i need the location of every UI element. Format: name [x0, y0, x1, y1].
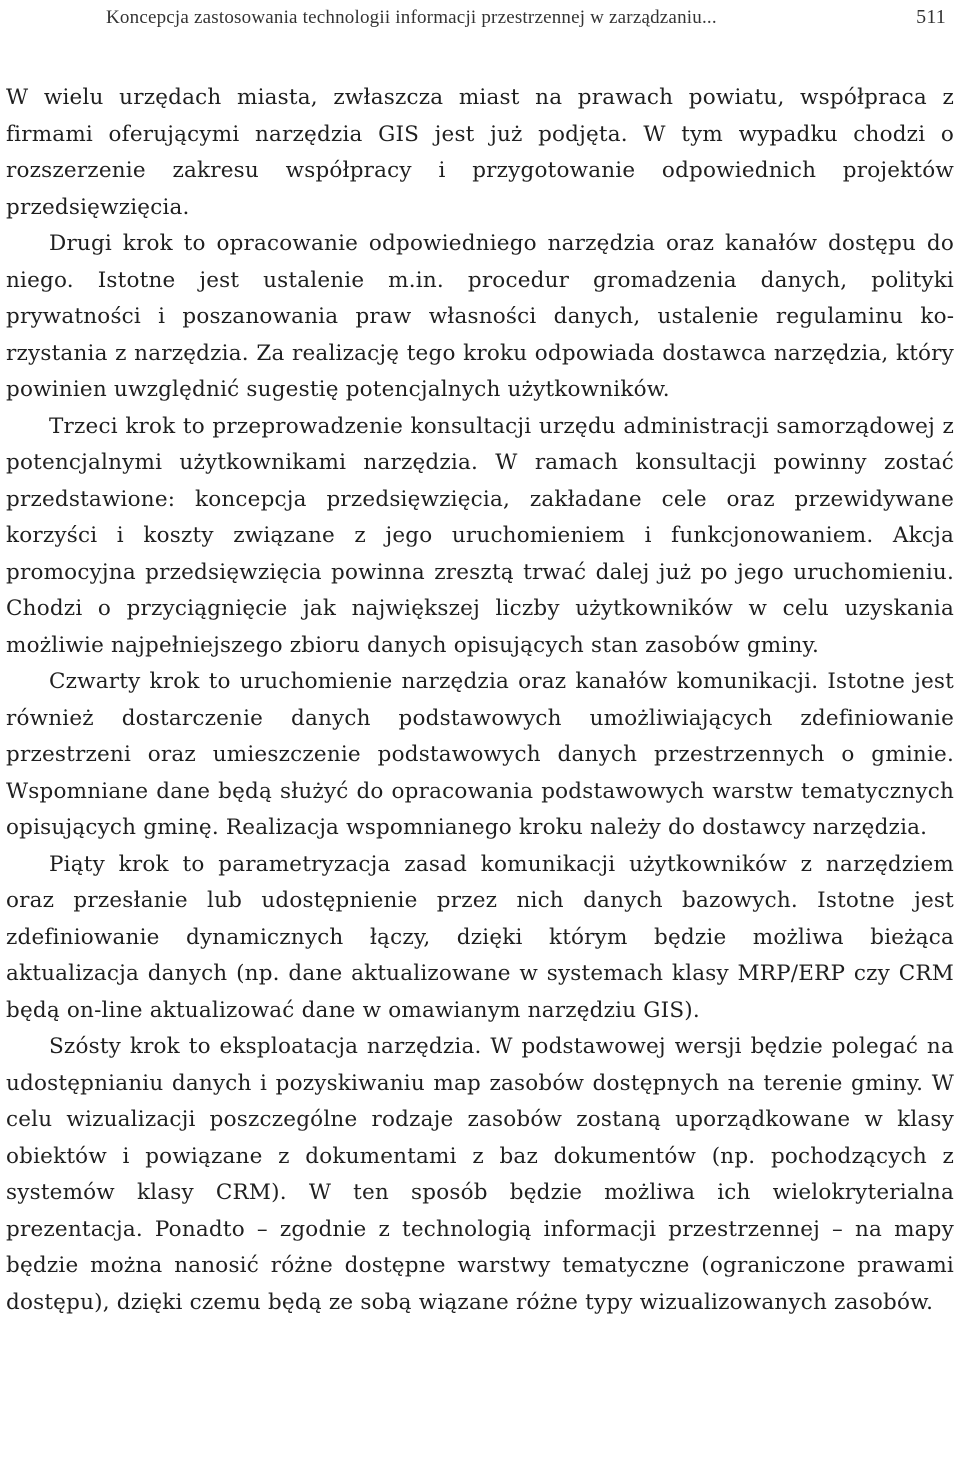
running-header [6, 6, 954, 36]
paragraph: W wielu urzędach miasta, zwłaszcza miast na prawach powiatu, współpraca z firmami oferującymi narzędzia GIS jest już podjęta. W tym wypadku chodzi o rozszerzenie zakresu współpracy i przygotowanie odpowiednich projektów przedsięwzięcia. [6, 85, 954, 220]
paragraph: Drugi krok to opracowanie odpowiedniego narzędzia oraz kanałów dostępu do niego. Istotne jest ustalenie m.in. procedur gromadzenia danych, polityki prywatności i poszanowania praw własności danych, ustalenie regulaminu korzystania z narzędzia. Za realizację tego kroku odpowiada dostawca narzędzia, który powinien uwzględnić sugestię potencjalnych użytkowników. [6, 231, 954, 402]
paragraph: Piąty krok to parametryzacja zasad komunikacji użytkowników z narzędziem oraz przesłanie lub udostępnienie przez nich danych bazowych. Istotne jest zdefiniowanie dynamicznych łączy, dzięki którym będzie możliwa bieżąca aktualizacja danych (np. dane aktualizowane w systemach klasy MRP/ERP czy CRM będą on-line aktualizować dane w omawianym narzędziu GIS). [6, 851, 954, 1023]
paragraph: Szósty krok to eksploatacja narzędzia. W podstawowej wersji będzie polegać na udostępnianiu danych i pozyskiwaniu map zasobów dostępnych na terenie gminy. W celu wizualizacji poszczególne rodzaje zasobów zostaną uporządkowane w klasy obiektów i powiązane z dokumentami z baz dokumentów (np. pochodzących z systemów klasy CRM). W ten sposób będzie możliwa ich wielokryterialna prezentacja. Ponadto – zgodnie z technologią informacji przestrzennej – na mapy będzie można nanosić różne dostępne warstwy tematyczne (ograniczone prawami dostępu), dzięki czemu będą ze sobą wiązane różne typy wizualizowanych zasobów. [6, 1034, 954, 1315]
body-text [6, 80, 954, 1321]
page-number: 511 [916, 6, 946, 28]
paragraph: Czwarty krok to uruchomienie narzędzia oraz kanałów komunikacji. Istotne jest również dostarczenie danych podstawowych umożliwiających zdefiniowanie przestrzeni oraz umieszczenie podstawowych danych przestrzennych o gminie. Wspomniane dane będą służyć do opracowania podstawowych warstw tematycznych opisujących gminę. Realizacja wspomnianego kroku należy do dostawcy narzędzia. [6, 669, 954, 840]
running-header-title: Koncepcja zastosowania technologii informacji przestrzennej w zarządzaniu... [106, 7, 717, 28]
document-page [6, 0, 954, 1321]
paragraph: Trzeci krok to przeprowadzenie konsultacji urzędu administracji samorządowej z potencjalnymi użytkownikami narzędzia. W ramach konsultacji powinny zostać przedstawione: koncepcja przedsięwzięcia, zakładane cele oraz przewidywane korzyści i koszty związane z jego uruchomieniem i funkcjonowaniem. Akcja promocyjna przedsięwzięcia powinna zresztą trwać dalej już po jego uruchomieniu. Chodzi o przyciągnięcie jak największej liczby użytkowników w celu uzyskania możliwie najpełniejszego zbioru danych opisujących stan zasobów gminy. [6, 413, 954, 658]
